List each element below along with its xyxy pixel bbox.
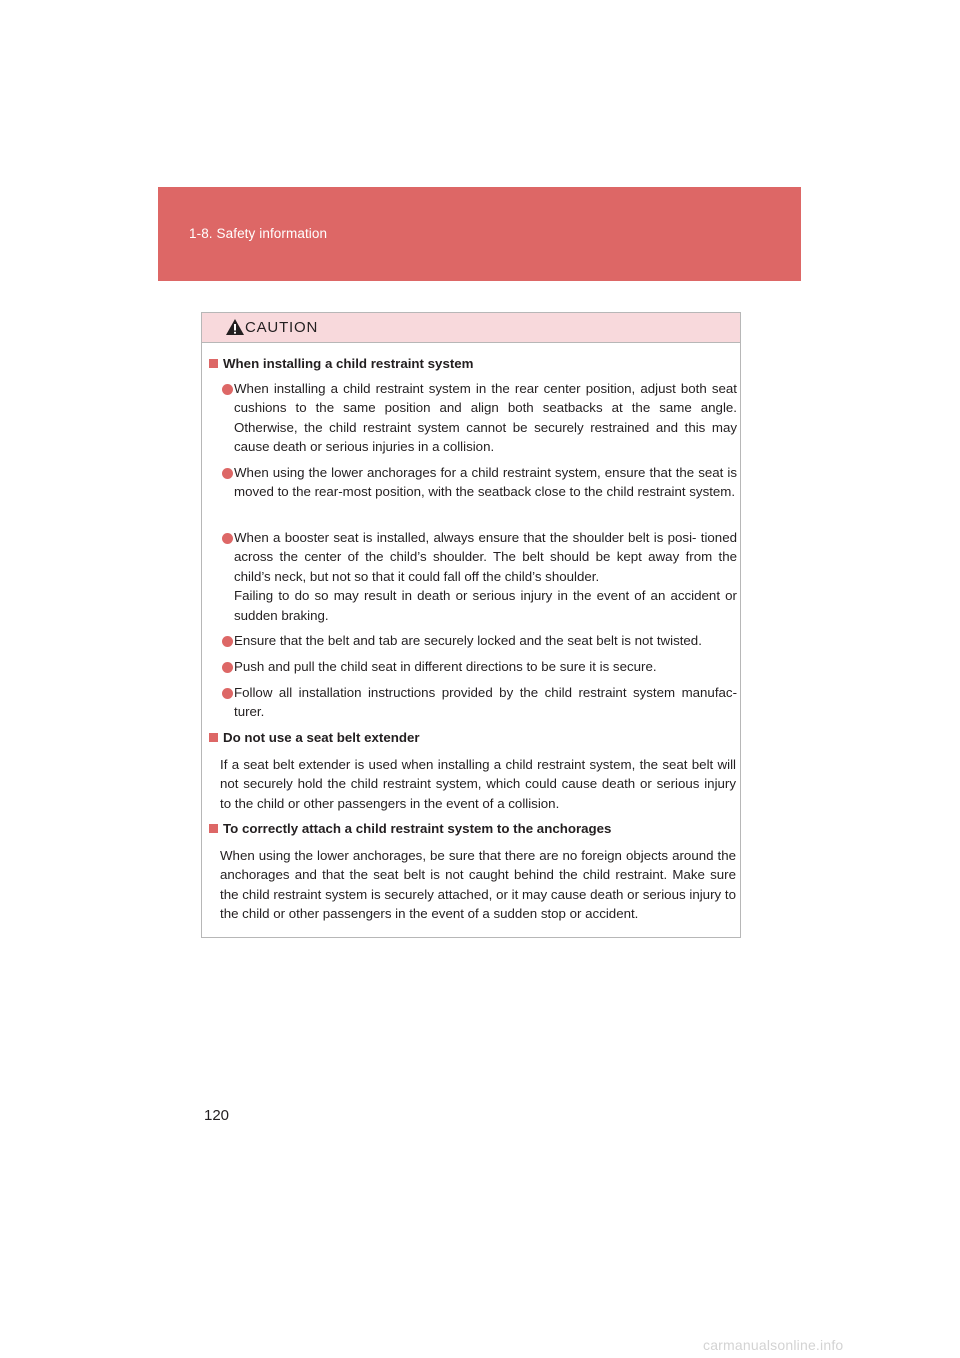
bullet-dot-icon (222, 688, 233, 699)
heading-installing-child-restraint: When installing a child restraint system (209, 356, 474, 371)
caution-header (202, 313, 740, 343)
paragraph-attach-anchorages: When using the lower anchorages, be sure that there are no foreign objects around the anchorages and that the seat belt is not caught behind the child restraint. Make sure the child restraint system is securely attached, or it may cause death or serious injury to the child or other passengers in the event of a sudden stop or accident. (220, 848, 736, 922)
bullet-follow-instructions: Follow all installation instructions provided by the child restraint system manufac- turer. (222, 683, 737, 722)
section-header-band (158, 187, 801, 281)
bullet-push-pull: Push and pull the child seat in different directions to be sure it is secure. (222, 657, 737, 676)
bullet-dot-icon (222, 384, 233, 395)
booster-seat-warning: Failing to do so may result in death or serious injury in the event of an accident or sudden braking. (234, 588, 737, 623)
bullet-dot-icon (222, 468, 233, 479)
square-bullet-icon (209, 359, 218, 368)
heading-seat-belt-extender: Do not use a seat belt extender (209, 730, 420, 745)
warning-triangle-icon (225, 318, 245, 336)
caution-box (201, 312, 741, 938)
section-title: 1-8. Safety information (189, 226, 328, 241)
bullet-dot-icon (222, 533, 233, 544)
square-bullet-icon (209, 824, 218, 833)
bullet-lower-anchorages: When using the lower anchorages for a child restraint system, ensure that the seat is moved to the rear-most position, with the seatback close to the child restraint system. (222, 463, 737, 502)
page-number: 120 (204, 1107, 230, 1124)
paragraph-seat-belt-extender: If a seat belt extender is used when installing a child restraint system, the seat belt will not securely hold the child restraint system, which could cause death or serious injury to the child or other passengers in the event of a collision. (220, 757, 736, 811)
heading-attach-anchorages: To correctly attach a child restraint system to the anchorages (209, 821, 611, 836)
caution-title: CAUTION (245, 319, 319, 336)
square-bullet-icon (209, 733, 218, 742)
bullet-dot-icon (222, 636, 233, 647)
bullet-dot-icon (222, 662, 233, 673)
watermark: carmanualsonline.info (703, 1337, 844, 1353)
bullet-belt-tab-locked: Ensure that the belt and tab are securely locked and the seat belt is not twisted. (222, 631, 737, 650)
bullet-booster-seat: When a booster seat is installed, always ensure that the shoulder belt is posi- tioned across the center of the child’s shoulder. The belt should be kept away from the child’s neck, but not so that it could fall off the child’s shoulder. Failing to do so may result in death or serious injury in the event of an accident or sudden braking. (222, 528, 737, 625)
bullet-rear-center-position: When installing a child restraint system in the rear center position, adjust both seat cushions to the same position and align both seatbacks at the same angle. Otherwise, the child restraint system cannot be securely restrained and this may cause death or serious injuries in a collision. (222, 379, 737, 457)
